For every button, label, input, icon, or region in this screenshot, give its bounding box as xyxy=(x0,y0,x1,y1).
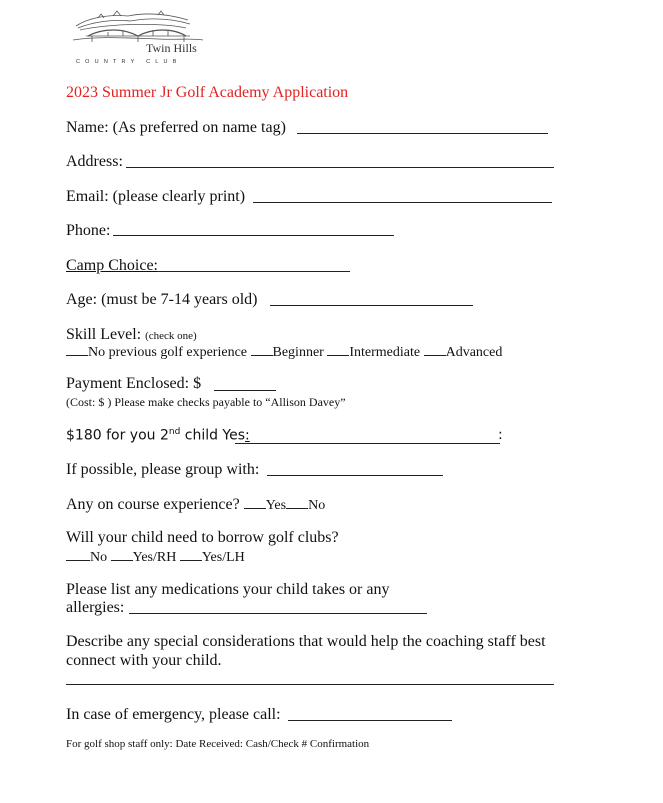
emergency-label: In case of emergency, please call: xyxy=(66,706,281,723)
age-label: Age: (must be 7-14 years old) xyxy=(66,291,258,308)
address-label: Address: xyxy=(66,153,123,170)
address-field[interactable] xyxy=(126,167,554,168)
course-experience xyxy=(66,496,325,514)
camp-choice-label: Camp Choice: xyxy=(66,257,158,274)
skill-option-advanced: Advanced xyxy=(445,345,503,360)
medications-line2: allergies: xyxy=(66,599,125,616)
skill-option-beginner: Beginner xyxy=(272,345,324,360)
phone-field[interactable] xyxy=(113,235,394,236)
payment-field[interactable] xyxy=(214,390,276,391)
course-exp-yes: Yes xyxy=(265,498,287,513)
borrow-option-no: No xyxy=(90,550,108,565)
special-line1: Describe any special considerations that would help the coaching staff best xyxy=(66,633,546,650)
medications-field[interactable] xyxy=(129,613,427,614)
skill-check-beginner[interactable] xyxy=(251,343,273,356)
skill-level xyxy=(66,326,197,344)
phone-label: Phone: xyxy=(66,222,111,239)
camp-choice-field[interactable] xyxy=(157,271,350,272)
second-child-post: child Yes xyxy=(180,427,246,444)
borrow-option-lh: Yes/LH xyxy=(201,550,245,565)
emergency-field[interactable] xyxy=(288,720,452,721)
twin-hills-logo xyxy=(68,6,208,66)
special-line2: connect with your child. xyxy=(66,652,222,669)
course-exp-no: No xyxy=(308,498,326,513)
skill-label: Skill Level: xyxy=(66,326,142,343)
skill-option-none: No previous golf experience xyxy=(88,345,247,360)
logo-subtitle: COUNTRY CLUB xyxy=(76,59,182,65)
skill-check-none[interactable] xyxy=(66,343,88,356)
form-title: 2023 Summer Jr Golf Academy Application xyxy=(66,84,349,101)
borrow-options xyxy=(66,548,245,566)
course-exp-yes-check[interactable] xyxy=(244,496,266,509)
skill-options xyxy=(66,343,502,361)
name-field[interactable] xyxy=(297,133,548,134)
borrow-label: Will your child need to borrow golf clubs? xyxy=(66,529,339,546)
second-child-end: : xyxy=(498,427,503,443)
logo-name: Twin Hills xyxy=(146,41,197,55)
group-with-label: If possible, please group with: xyxy=(66,461,260,478)
payment-note: (Cost: $ ) Please make checks payable to “Allison Davey” xyxy=(66,395,346,409)
course-exp-no-check[interactable] xyxy=(286,496,308,509)
name-label: Name: (As preferred on name tag) xyxy=(66,119,286,136)
course-exp-label: Any on course experience? xyxy=(66,496,240,513)
skill-check-advanced[interactable] xyxy=(424,343,446,356)
email-field[interactable] xyxy=(253,202,552,203)
skill-check-intermediate[interactable] xyxy=(327,343,349,356)
staff-footer: For golf shop staff only: Date Received: Cash/Check # Confirmation xyxy=(66,738,370,750)
group-with-field[interactable] xyxy=(267,475,443,476)
skill-option-intermediate: Intermediate xyxy=(349,345,421,360)
age-field[interactable] xyxy=(270,305,473,306)
payment-label: Payment Enclosed: $ xyxy=(66,375,202,392)
borrow-option-rh: Yes/RH xyxy=(132,550,177,565)
second-child-colon: : xyxy=(245,427,250,444)
second-child-line xyxy=(66,427,250,444)
borrow-lh-check[interactable] xyxy=(180,548,202,561)
second-child-sup: nd xyxy=(168,427,181,437)
special-field[interactable] xyxy=(66,684,554,685)
second-child-pre: $180 for you 2 xyxy=(66,427,169,444)
borrow-rh-check[interactable] xyxy=(111,548,133,561)
skill-hint: (check one) xyxy=(145,330,197,342)
second-child-field[interactable] xyxy=(235,443,500,444)
borrow-no-check[interactable] xyxy=(66,548,90,561)
medications-line1: Please list any medications your child takes or any xyxy=(66,581,390,598)
email-label: Email: (please clearly print) xyxy=(66,188,246,205)
